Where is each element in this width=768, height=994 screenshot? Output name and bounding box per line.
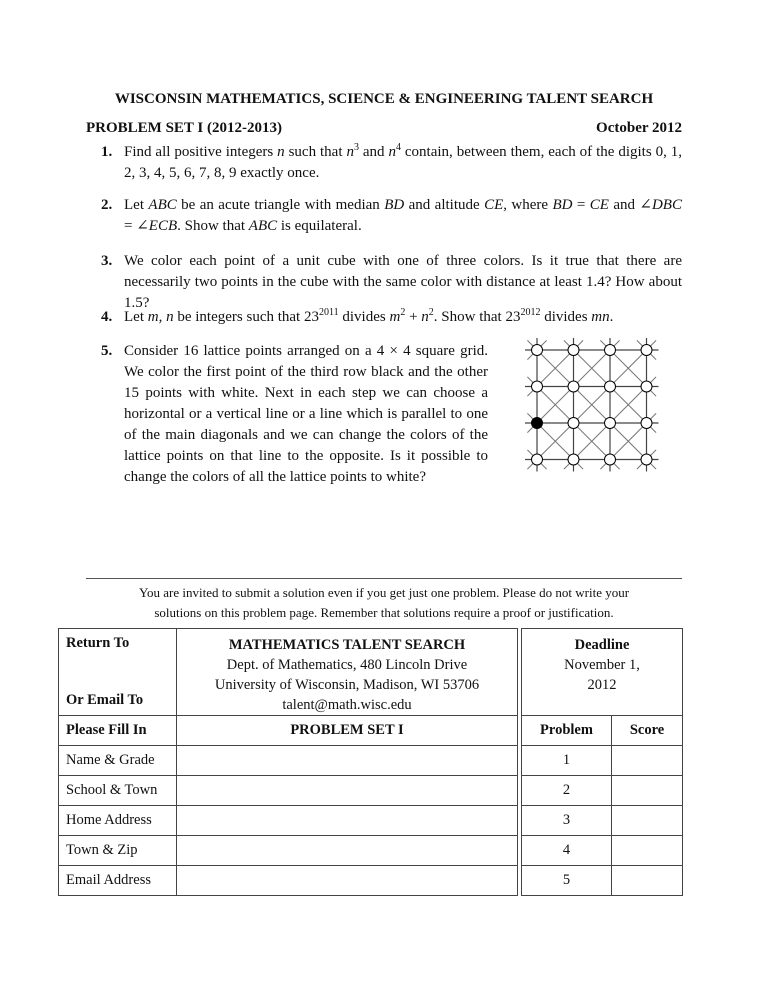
field-input[interactable] [177, 746, 518, 776]
return-to-label: Return To [66, 635, 130, 651]
field-label: School & Town [59, 776, 177, 806]
problem-number: 3 [522, 806, 612, 836]
issue-date: October 2012 [596, 120, 682, 136]
white-lattice-point [605, 345, 616, 356]
score-table: Deadline November 1, 2012 Problem Score 1 2 3 4 5 [521, 628, 683, 896]
white-lattice-point [641, 454, 652, 465]
white-lattice-point [641, 418, 652, 429]
field-label: Town & Zip [59, 836, 177, 866]
field-label: Name & Grade [59, 746, 177, 776]
address-line-2: University of Wisconsin, Madison, WI 53706 [214, 677, 480, 693]
form-row [59, 746, 518, 776]
score-row [522, 776, 683, 806]
field-input[interactable] [177, 776, 518, 806]
submission-notice: You are invited to submit a solution even if you get just one problem. Please do not write your solutions on this problem page. Remember that solutions require a proof or justification. [138, 585, 630, 620]
white-lattice-point [568, 345, 579, 356]
score-cell[interactable] [612, 836, 683, 866]
lattice-grid-diagram [510, 330, 665, 480]
white-lattice-point [605, 418, 616, 429]
white-lattice-point [641, 381, 652, 392]
address-line-1: Dept. of Mathematics, 480 Lincoln Drive [226, 657, 468, 673]
or-email-label: Or Email To [66, 692, 144, 708]
field-input[interactable] [177, 866, 518, 896]
field-input[interactable] [177, 806, 518, 836]
score-col-header: Score [629, 722, 665, 738]
field-label: Home Address [59, 806, 177, 836]
problem-set-label: PROBLEM SET I (2012-2013) [86, 120, 282, 136]
set-label: PROBLEM SET I [290, 722, 404, 738]
form-row [59, 866, 518, 896]
problem-col-header: Problem [540, 722, 593, 738]
page-title: WISCONSIN MATHEMATICS, SCIENCE & ENGINEERING TALENT SEARCH [114, 91, 654, 107]
score-row [522, 806, 683, 836]
problem-1: 1. Find all positive integers n such that $n^3$ and $n^4$ contain, between them, each of the digits 0, 1, 2, 3, 4, 5, 6, 7, 8, 9 exactly once. [101, 142, 682, 181]
white-lattice-point [532, 454, 543, 465]
problem-4: 4. Let m, n be integers such that $23^{2011}$ divides $m^2 + n^2$. Show that $23^{2012}$ divides mn. [101, 307, 614, 325]
problem-2: 2. Let ABC be an acute triangle with median BD and altitude CE, where BD = CE and ∠DBC = ∠ECB. Show that ABC is equilateral. [101, 197, 682, 234]
white-lattice-point [605, 381, 616, 392]
please-fill-label: Please Fill In [66, 722, 147, 738]
black-lattice-point [532, 418, 543, 429]
white-lattice-point [568, 381, 579, 392]
score-row [522, 866, 683, 896]
org-name: MATHEMATICS TALENT SEARCH [228, 637, 466, 653]
white-lattice-point [605, 454, 616, 465]
field-label: Email Address [59, 866, 177, 896]
deadline-label: Deadline [574, 637, 630, 653]
form-row [59, 806, 518, 836]
score-cell[interactable] [612, 866, 683, 896]
email-address[interactable]: talent@math.wisc.edu [282, 697, 412, 713]
problem-number: 2 [522, 776, 612, 806]
form-row [59, 776, 518, 806]
white-lattice-point [532, 345, 543, 356]
problem-number: 4 [522, 836, 612, 866]
white-lattice-point [568, 454, 579, 465]
white-lattice-point [568, 418, 579, 429]
score-cell[interactable] [612, 776, 683, 806]
score-row [522, 746, 683, 776]
divider [86, 578, 682, 579]
field-input[interactable] [177, 836, 518, 866]
score-cell[interactable] [612, 746, 683, 776]
white-lattice-point [532, 381, 543, 392]
score-row [522, 836, 683, 866]
deadline-date: November 1, [564, 657, 640, 673]
problem-5: 5. Consider 16 lattice points arranged on a 4 × 4 square grid. We color the first point of the third row black and the other 15 points with white. Next in each step we can choose a horizontal or a vertical line or a line which is parallel to one of the main diagonals and we can change the colors of the lattice points on that line to the opposite. Is it possible to change the colors of all the lattice points to white? [101, 343, 488, 485]
form-row [59, 836, 518, 866]
problem-number: 5 [522, 866, 612, 896]
white-lattice-point [641, 345, 652, 356]
problem-3: 3. We color each point of a unit cube with one of three colors. Is it true that there are necessarily two points in the cube with the same color with distance at least 1.4? How about 1.5? [101, 253, 682, 311]
problem-number: 1 [522, 746, 612, 776]
contact-form-table [58, 628, 518, 896]
score-cell[interactable] [612, 806, 683, 836]
